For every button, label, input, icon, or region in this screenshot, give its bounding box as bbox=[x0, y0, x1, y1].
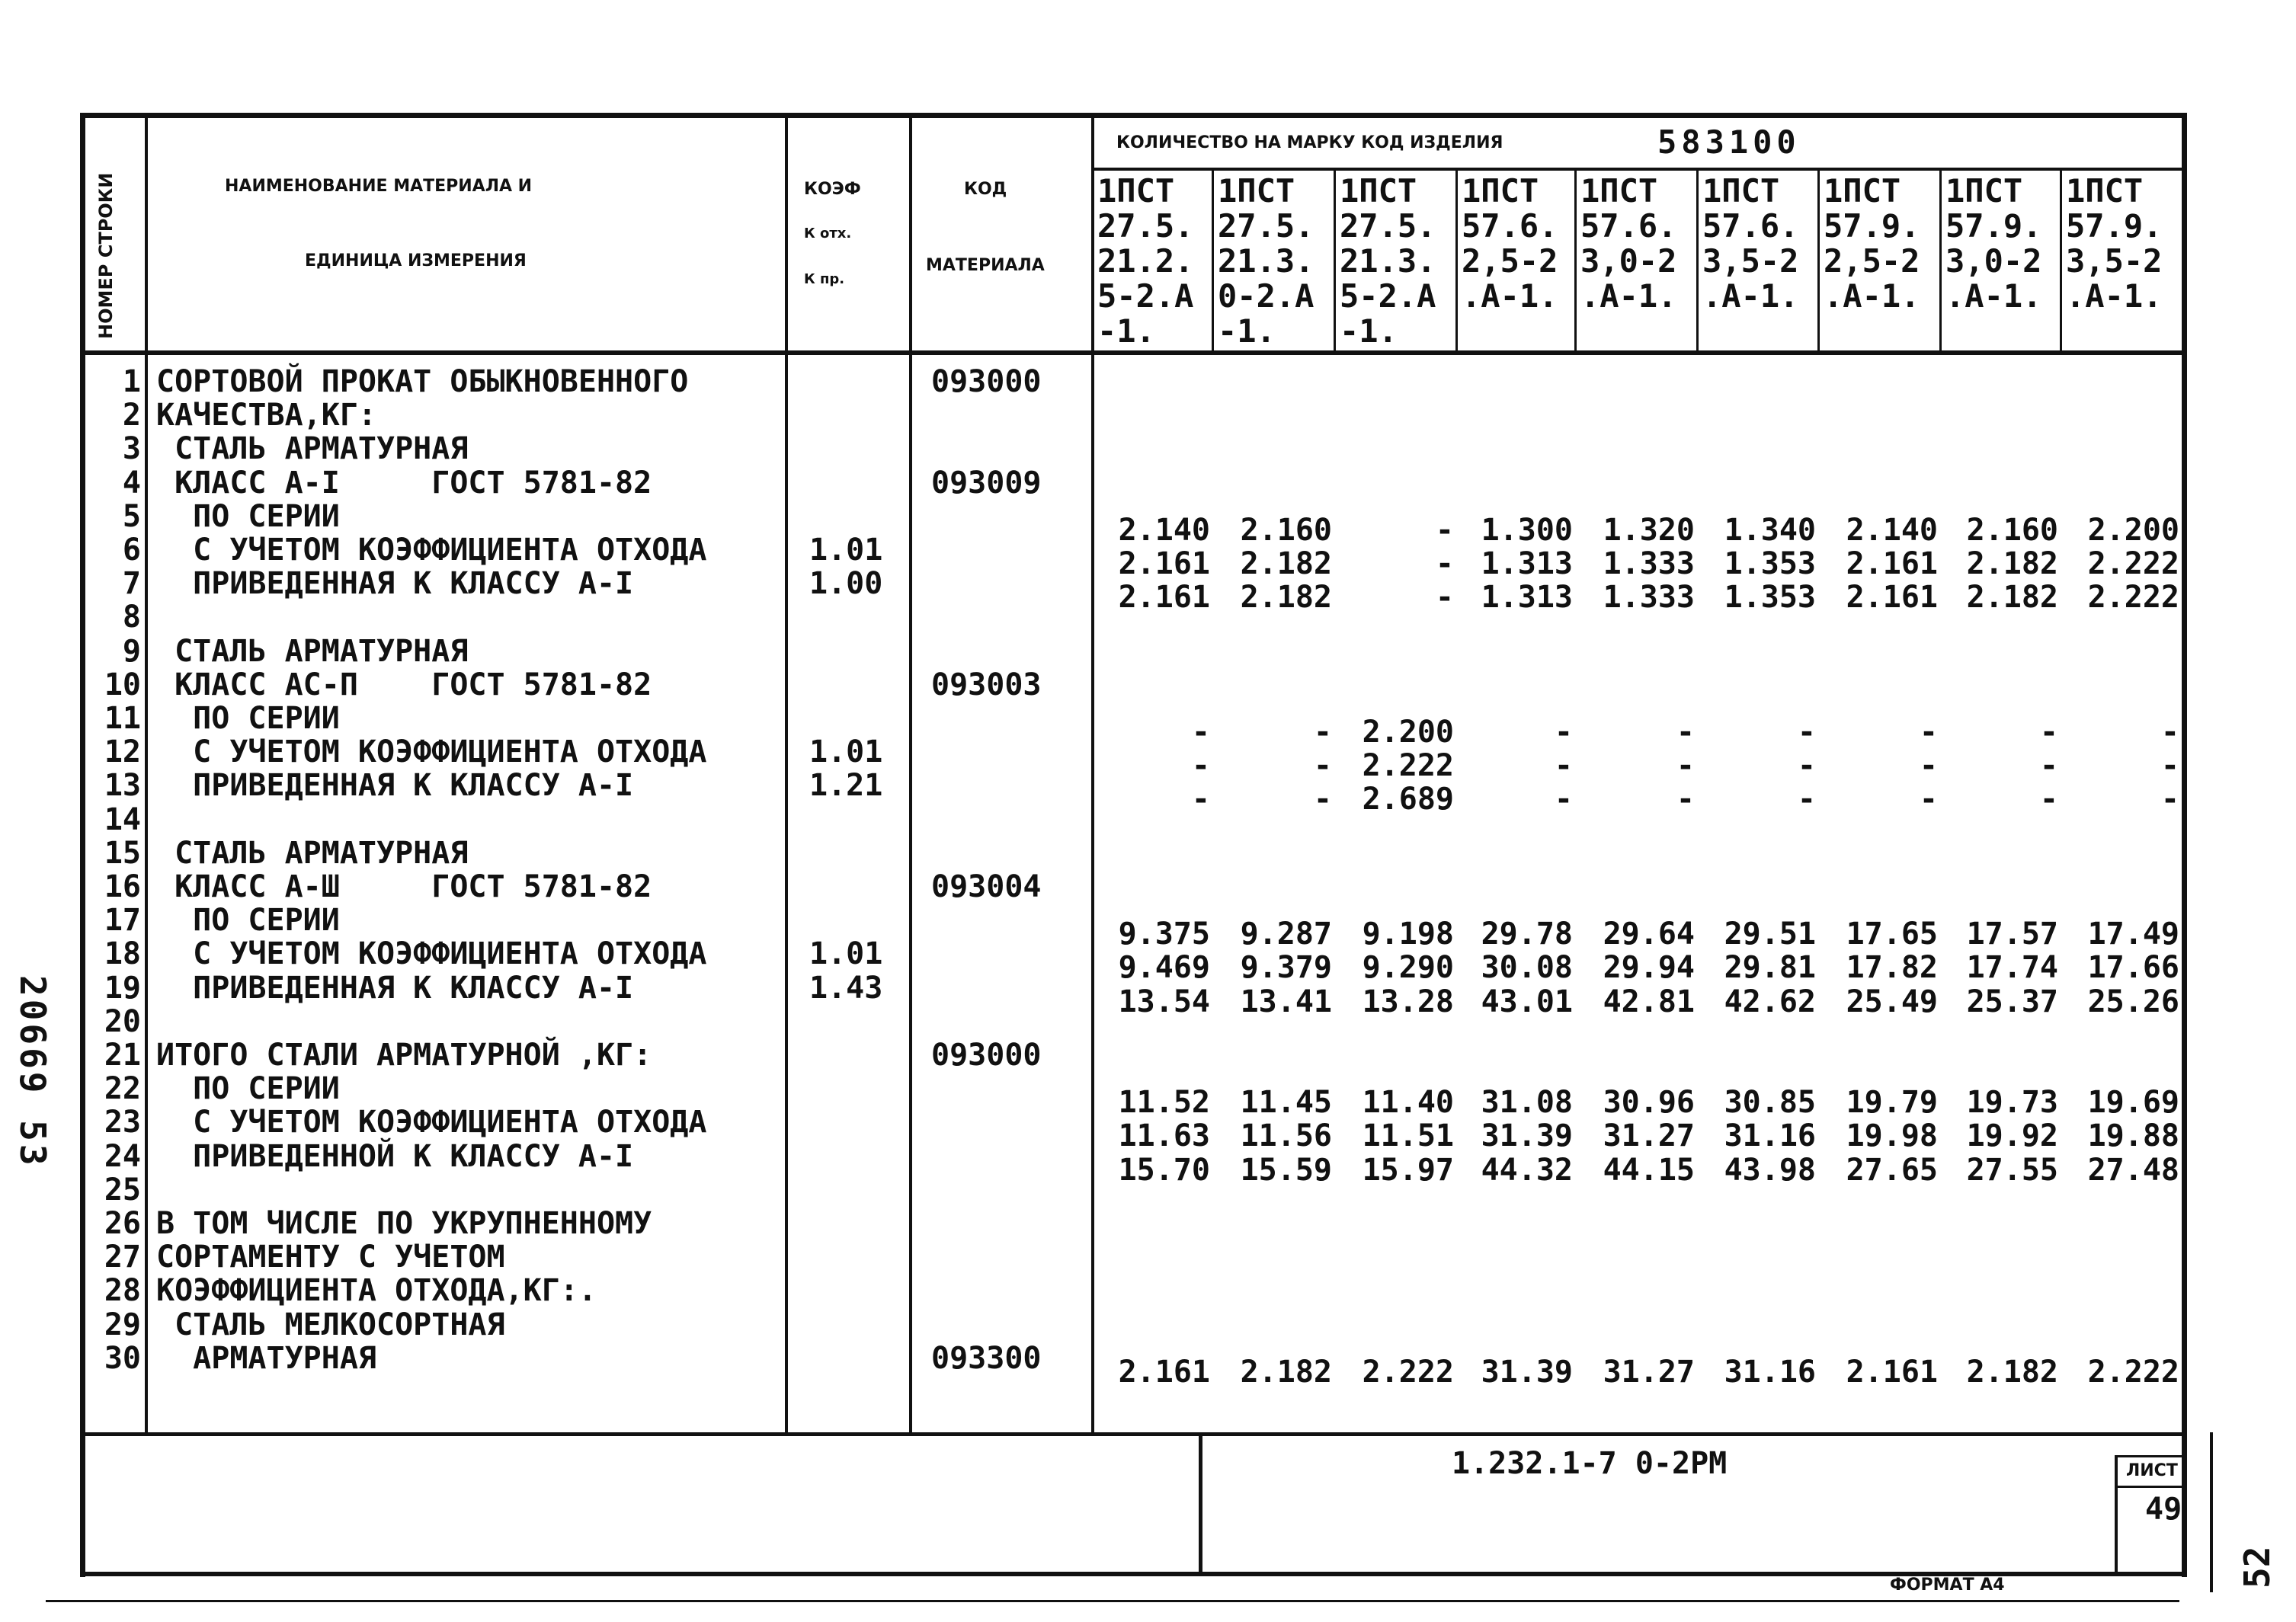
row-number: 9 bbox=[122, 634, 141, 669]
row-material-code: 093004 bbox=[931, 869, 1042, 904]
row-number: 6 bbox=[122, 533, 141, 568]
row-value: 27.55 bbox=[1966, 1153, 2058, 1188]
format-label: ФОРМАТ А4 bbox=[1890, 1576, 2005, 1595]
material-name-header-1: НАИМЕНОВАНИЕ МАТЕРИАЛА И bbox=[225, 177, 533, 196]
product-code: 583100 bbox=[1657, 123, 1801, 161]
row-number: 20 bbox=[104, 1004, 141, 1039]
row-material-name: ПРИВЕДЕННАЯ К КЛАССУ А-I bbox=[156, 566, 634, 601]
row-value: 2.160 bbox=[1966, 513, 2058, 548]
row-value: 17.65 bbox=[1846, 917, 1938, 952]
row-value: 43.98 bbox=[1724, 1153, 1816, 1188]
row-number: 11 bbox=[104, 701, 141, 736]
row-value: 1.313 bbox=[1481, 580, 1573, 615]
row-value: 2.222 bbox=[1362, 1355, 1454, 1390]
sheet-label: ЛИСТ bbox=[2126, 1461, 2178, 1480]
row-number: 27 bbox=[104, 1240, 141, 1275]
row-value: 1.300 bbox=[1481, 513, 1573, 548]
row-material-name: СТАЛЬ АРМАТУРНАЯ bbox=[156, 836, 469, 871]
row-value: - bbox=[1676, 715, 1695, 750]
row-value: 13.28 bbox=[1362, 984, 1454, 1019]
row-material-name: ПО СЕРИИ bbox=[156, 1071, 340, 1106]
row-number: 24 bbox=[104, 1139, 141, 1174]
row-value: 9.375 bbox=[1118, 917, 1210, 952]
row-material-name: С УЧЕТОМ КОЭФФИЦИЕНТА ОТХОДА bbox=[156, 936, 707, 971]
row-value: 2.140 bbox=[1118, 513, 1210, 548]
row-material-code: 093000 bbox=[931, 364, 1042, 399]
row-value: 15.59 bbox=[1240, 1153, 1332, 1188]
row-value: 1.353 bbox=[1724, 546, 1816, 581]
row-value: 13.41 bbox=[1240, 984, 1332, 1019]
row-material-name: ПО СЕРИИ bbox=[156, 701, 340, 736]
row-value: 17.49 bbox=[2087, 917, 2179, 952]
row-value: 29.94 bbox=[1603, 950, 1695, 985]
row-value: 42.62 bbox=[1724, 984, 1816, 1019]
row-value: - bbox=[1435, 546, 1454, 581]
row-number: 8 bbox=[122, 600, 141, 635]
row-material-name: КЛАСС А-Ш ГОСТ 5781-82 bbox=[156, 869, 652, 904]
row-value: 44.32 bbox=[1481, 1153, 1573, 1188]
row-number: 10 bbox=[104, 667, 141, 702]
row-value: - bbox=[1191, 715, 1210, 750]
row-value: 2.200 bbox=[1362, 715, 1454, 750]
row-value: 31.16 bbox=[1724, 1118, 1816, 1153]
row-material-name: ПРИВЕДЕННАЯ К КЛАССУ А-I bbox=[156, 971, 634, 1006]
row-value: - bbox=[1797, 782, 1816, 817]
row-value: 25.26 bbox=[2087, 984, 2179, 1019]
row-value: - bbox=[1676, 782, 1695, 817]
row-value: 1.333 bbox=[1603, 546, 1695, 581]
row-value: 19.73 bbox=[1966, 1085, 2058, 1120]
sheet-number: 49 bbox=[2145, 1492, 2182, 1527]
row-value: 1.340 bbox=[1724, 513, 1816, 548]
row-number: 17 bbox=[104, 903, 141, 938]
row-value: - bbox=[1554, 782, 1573, 817]
row-coefficient: 1.01 bbox=[809, 734, 883, 769]
row-material-name: ПРИВЕДЕННАЯ К КЛАССУ А-I bbox=[156, 768, 634, 803]
row-value: 19.69 bbox=[2087, 1085, 2179, 1120]
row-value: - bbox=[1919, 748, 1938, 783]
material-name-header-2: ЕДИНИЦА ИЗМЕРЕНИЯ bbox=[305, 251, 527, 270]
row-number: 5 bbox=[122, 499, 141, 534]
row-value: - bbox=[1191, 748, 1210, 783]
side-page-number: 52 bbox=[2237, 1546, 2278, 1588]
row-number: 1 bbox=[122, 364, 141, 399]
row-material-code: 093003 bbox=[931, 667, 1042, 702]
row-material-code: 093000 bbox=[931, 1038, 1042, 1073]
row-value: 29.64 bbox=[1603, 917, 1695, 952]
row-value: - bbox=[1797, 715, 1816, 750]
row-value: 2.160 bbox=[1240, 513, 1332, 548]
row-value: 1.333 bbox=[1603, 580, 1695, 615]
mark-header-3: 1ПСТ 27.5. 21.3. 5-2.А -1. bbox=[1340, 172, 1436, 350]
row-value: 31.08 bbox=[1481, 1085, 1573, 1120]
row-value: 2.689 bbox=[1362, 782, 1454, 817]
row-material-name: С УЧЕТОМ КОЭФФИЦИЕНТА ОТХОДА bbox=[156, 1105, 707, 1140]
row-value: 30.08 bbox=[1481, 950, 1573, 985]
row-value: 11.45 bbox=[1240, 1085, 1332, 1120]
row-value: - bbox=[1797, 748, 1816, 783]
row-value: 44.15 bbox=[1603, 1153, 1695, 1188]
row-material-name: КЛАСС АС-П ГОСТ 5781-82 bbox=[156, 667, 652, 702]
row-value: 27.65 bbox=[1846, 1153, 1938, 1188]
row-value: 30.96 bbox=[1603, 1085, 1695, 1120]
row-value: - bbox=[2160, 782, 2179, 817]
row-value: 43.01 bbox=[1481, 984, 1573, 1019]
row-value: - bbox=[2160, 748, 2179, 783]
row-number: 19 bbox=[104, 971, 141, 1006]
row-number: 13 bbox=[104, 768, 141, 803]
row-value: - bbox=[2039, 715, 2058, 750]
row-value: 1.320 bbox=[1603, 513, 1695, 548]
row-coefficient: 1.43 bbox=[809, 971, 883, 1006]
row-value: 11.56 bbox=[1240, 1118, 1332, 1153]
row-value: 2.161 bbox=[1118, 580, 1210, 615]
row-value: 9.290 bbox=[1362, 950, 1454, 985]
row-coefficient: 1.00 bbox=[809, 566, 883, 601]
row-value: 31.39 bbox=[1481, 1355, 1573, 1390]
row-value: 19.98 bbox=[1846, 1118, 1938, 1153]
row-material-name: ПО СЕРИИ bbox=[156, 903, 340, 938]
row-value: 2.182 bbox=[1240, 1355, 1332, 1390]
row-number: 7 bbox=[122, 566, 141, 601]
row-value: - bbox=[1313, 748, 1332, 783]
mark-header-2: 1ПСТ 27.5. 21.3. 0-2.А -1. bbox=[1218, 172, 1315, 350]
row-material-code: 093009 bbox=[931, 465, 1042, 501]
row-value: 1.313 bbox=[1481, 546, 1573, 581]
row-value: 2.222 bbox=[2087, 580, 2179, 615]
row-material-code: 093300 bbox=[931, 1341, 1042, 1376]
row-value: - bbox=[1676, 748, 1695, 783]
row-coefficient: 1.21 bbox=[809, 768, 883, 803]
row-material-name: АРМАТУРНАЯ bbox=[156, 1341, 376, 1376]
row-material-name: СОРТАМЕНТУ С УЧЕТОМ bbox=[156, 1240, 505, 1275]
row-number: 25 bbox=[104, 1173, 141, 1208]
document-code: 1.232.1-7 0-2РМ bbox=[1452, 1446, 1728, 1481]
row-value: 25.37 bbox=[1966, 984, 2058, 1019]
row-value: - bbox=[1313, 715, 1332, 750]
row-value: 15.70 bbox=[1118, 1153, 1210, 1188]
row-value: 9.379 bbox=[1240, 950, 1332, 985]
row-material-name: С УЧЕТОМ КОЭФФИЦИЕНТА ОТХОДА bbox=[156, 734, 707, 769]
mark-header-8: 1ПСТ 57.9. 3,0-2 .А-1. bbox=[1945, 172, 2042, 315]
row-value: 19.88 bbox=[2087, 1118, 2179, 1153]
row-value: 2.182 bbox=[1966, 546, 2058, 581]
mark-header-6: 1ПСТ 57.6. 3,5-2 .А-1. bbox=[1702, 172, 1799, 315]
row-number-header: НОМЕР СТРОКИ bbox=[95, 172, 117, 339]
code-header-2: МАТЕРИАЛА bbox=[926, 256, 1045, 275]
row-value: - bbox=[1554, 715, 1573, 750]
row-value: 30.85 bbox=[1724, 1085, 1816, 1120]
row-value: 31.27 bbox=[1603, 1118, 1695, 1153]
row-value: 42.81 bbox=[1603, 984, 1695, 1019]
row-value: 15.97 bbox=[1362, 1153, 1454, 1188]
row-value: 27.48 bbox=[2087, 1153, 2179, 1188]
mark-header-5: 1ПСТ 57.6. 3,0-2 .А-1. bbox=[1580, 172, 1677, 315]
row-value: 2.140 bbox=[1846, 513, 1938, 548]
row-value: 17.57 bbox=[1966, 917, 2058, 952]
row-value: 29.78 bbox=[1481, 917, 1573, 952]
row-coefficient: 1.01 bbox=[809, 533, 883, 568]
row-value: - bbox=[1919, 782, 1938, 817]
row-material-name: КЛАСС А-I ГОСТ 5781-82 bbox=[156, 465, 652, 501]
row-value: - bbox=[1919, 715, 1938, 750]
row-number: 29 bbox=[104, 1307, 141, 1342]
row-value: 9.198 bbox=[1362, 917, 1454, 952]
row-value: 19.79 bbox=[1846, 1085, 1938, 1120]
row-value: 13.54 bbox=[1118, 984, 1210, 1019]
coef-header-1: КОЭФ bbox=[804, 180, 861, 199]
row-value: 31.27 bbox=[1603, 1355, 1695, 1390]
row-number: 23 bbox=[104, 1105, 141, 1140]
mark-header-9: 1ПСТ 57.9. 3,5-2 .А-1. bbox=[2066, 172, 2163, 315]
row-number: 15 bbox=[104, 836, 141, 871]
row-value: 2.161 bbox=[1118, 1355, 1210, 1390]
row-value: - bbox=[1554, 748, 1573, 783]
row-number: 2 bbox=[122, 398, 141, 433]
row-value: - bbox=[1435, 513, 1454, 548]
row-value: 17.82 bbox=[1846, 950, 1938, 985]
row-value: 2.182 bbox=[1966, 580, 2058, 615]
row-value: - bbox=[2039, 748, 2058, 783]
row-number: 28 bbox=[104, 1273, 141, 1308]
row-value: - bbox=[1313, 782, 1332, 817]
row-value: 19.92 bbox=[1966, 1118, 2058, 1153]
mark-header-4: 1ПСТ 57.6. 2,5-2 .А-1. bbox=[1462, 172, 1558, 315]
row-material-name: ПО СЕРИИ bbox=[156, 499, 340, 534]
row-material-name: КОЭФФИЦИЕНТА ОТХОДА,КГ:. bbox=[156, 1273, 597, 1308]
row-value: 9.287 bbox=[1240, 917, 1332, 952]
row-value: 1.353 bbox=[1724, 580, 1816, 615]
row-value: - bbox=[2039, 782, 2058, 817]
row-value: 2.222 bbox=[1362, 748, 1454, 783]
row-value: - bbox=[1435, 580, 1454, 615]
row-value: 11.52 bbox=[1118, 1085, 1210, 1120]
row-value: 17.66 bbox=[2087, 950, 2179, 985]
mark-header-1: 1ПСТ 27.5. 21.2. 5-2.А -1. bbox=[1097, 172, 1194, 350]
row-value: 2.182 bbox=[1240, 546, 1332, 581]
row-value: 29.81 bbox=[1724, 950, 1816, 985]
row-value: 2.161 bbox=[1846, 546, 1938, 581]
margin-note: 20669 53 bbox=[12, 975, 53, 1169]
mark-header-7: 1ПСТ 57.9. 2,5-2 .А-1. bbox=[1824, 172, 1920, 315]
row-number: 14 bbox=[104, 802, 141, 837]
row-value: 11.40 bbox=[1362, 1085, 1454, 1120]
row-material-name: В ТОМ ЧИСЛЕ ПО УКРУПНЕННОМУ bbox=[156, 1206, 652, 1241]
quantity-header: КОЛИЧЕСТВО НА МАРКУ КОД ИЗДЕЛИЯ bbox=[1116, 133, 1503, 152]
row-value: 31.16 bbox=[1724, 1355, 1816, 1390]
row-number: 16 bbox=[104, 869, 141, 904]
coef-header-3: К пр. bbox=[804, 271, 845, 287]
row-value: 2.161 bbox=[1846, 1355, 1938, 1390]
row-value: 2.161 bbox=[1118, 546, 1210, 581]
row-material-name: С УЧЕТОМ КОЭФФИЦИЕНТА ОТХОДА bbox=[156, 533, 707, 568]
row-value: - bbox=[1191, 782, 1210, 817]
row-number: 26 bbox=[104, 1206, 141, 1241]
row-value: 9.469 bbox=[1118, 950, 1210, 985]
row-material-name: ИТОГО СТАЛИ АРМАТУРНОЙ ,КГ: bbox=[156, 1038, 652, 1073]
row-value: 2.161 bbox=[1846, 580, 1938, 615]
row-value: 2.182 bbox=[1966, 1355, 2058, 1390]
row-material-name: ПРИВЕДЕННОЙ К КЛАССУ А-I bbox=[156, 1139, 634, 1174]
row-material-name: СОРТОВОЙ ПРОКАТ ОБЫКНОВЕННОГО bbox=[156, 364, 689, 399]
row-material-name: СТАЛЬ АРМАТУРНАЯ bbox=[156, 634, 469, 669]
row-value: 2.222 bbox=[2087, 546, 2179, 581]
row-value: 2.222 bbox=[2087, 1355, 2179, 1390]
row-value: 29.51 bbox=[1724, 917, 1816, 952]
row-value: 2.182 bbox=[1240, 580, 1332, 615]
row-value: 11.63 bbox=[1118, 1118, 1210, 1153]
row-number: 21 bbox=[104, 1038, 141, 1073]
row-value: 25.49 bbox=[1846, 984, 1938, 1019]
row-value: 17.74 bbox=[1966, 950, 2058, 985]
row-number: 22 bbox=[104, 1071, 141, 1106]
row-number: 4 bbox=[122, 465, 141, 501]
row-value: 31.39 bbox=[1481, 1118, 1573, 1153]
row-value: 11.51 bbox=[1362, 1118, 1454, 1153]
coef-header-2: К отх. bbox=[804, 226, 852, 242]
row-coefficient: 1.01 bbox=[809, 936, 883, 971]
row-number: 30 bbox=[104, 1341, 141, 1376]
row-value: - bbox=[2160, 715, 2179, 750]
row-material-name: СТАЛЬ МЕЛКОСОРТНАЯ bbox=[156, 1307, 505, 1342]
row-material-name: КАЧЕСТВА,КГ: bbox=[156, 398, 376, 433]
code-header-1: КОД bbox=[964, 180, 1007, 199]
row-number: 12 bbox=[104, 734, 141, 769]
row-material-name: СТАЛЬ АРМАТУРНАЯ bbox=[156, 431, 469, 466]
row-value: 2.200 bbox=[2087, 513, 2179, 548]
row-number: 18 bbox=[104, 936, 141, 971]
row-number: 3 bbox=[122, 431, 141, 466]
